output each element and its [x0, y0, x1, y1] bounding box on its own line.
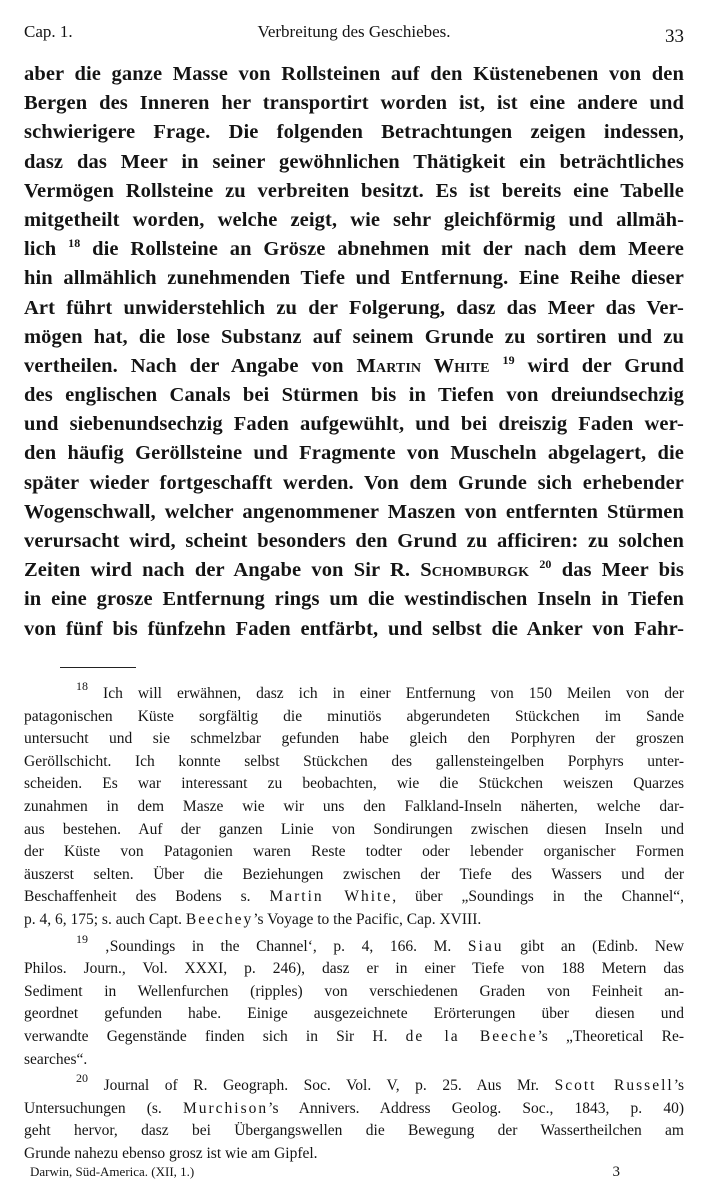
text-line: Art führt unwiderstehlich zu der Folgerung, dasz das Meer das Ver- — [24, 296, 684, 319]
footnote-line — [24, 1098, 684, 1121]
author-name: de la Beeche — [405, 1027, 538, 1045]
footnote-text: Journal of R. Geograph. Soc. Vol. V, p. 25. Aus Mr. — [103, 1077, 539, 1095]
footnote-text: p. 4, 6, 175; s. auch Capt. — [24, 910, 182, 928]
footnote-text: ’s Annivers. Address Geolog. Soc., 1843, p. 40) — [268, 1099, 685, 1117]
footnote-ref-19[interactable]: 19 — [502, 352, 515, 367]
footnote-text: ’s Voyage to the Pacific, Cap. XVIII. — [253, 910, 482, 928]
text-fragment: das Meer bis — [561, 559, 684, 582]
footnote-ref-20[interactable]: 20 — [539, 557, 552, 572]
text-fragment: wird der Grund — [527, 354, 684, 377]
footnote-line — [24, 886, 684, 909]
text-fragment: Zeiten wird nach der Angabe von Sir R. — [24, 559, 411, 582]
footnote-line: Geröllschicht. Ich konnte selbst Stückchen des gallensteingelben Porphyrs unter- — [24, 752, 684, 770]
footnote-text: Untersuchungen (s. — [24, 1099, 162, 1117]
footnote-text: , über „Soundings in the Channel“, — [392, 888, 685, 906]
footnote-line: zunahmen in dem Masze wie wir uns den Falkland-Inseln näherten, welche dar- — [24, 797, 684, 815]
footnote-line — [24, 909, 684, 932]
footnote-20 — [24, 1071, 685, 1165]
footnote-text: gibt an (Edinb. New — [520, 937, 685, 955]
footnote-line: Sediment in Wellenfurchen (ripples) von verschiedenen Graden von Feinheit an- — [24, 982, 684, 1000]
text-line: und siebenundsechzig Faden aufgewühlt, und bei dreiszig Faden wer- — [24, 413, 684, 436]
author-name: Martin White — [269, 888, 393, 906]
text-line — [24, 352, 684, 381]
footnote-line: patagonischen Küste sorgfältig die minutiös abgerundeten Stückchen im Sande — [24, 707, 684, 725]
footnote-line: äuszerst selten. Über die Beziehungen zwischen der Tiefe des Wassers und der — [24, 865, 684, 883]
text-line: verursacht wird, scheint besonders den Grund zu afficiren: zu solchen — [24, 530, 684, 552]
text-fragment: lich — [24, 238, 57, 261]
text-line: hin allmählich zunehmenden Tiefe und Entfernung. Eine Reihe dieser — [24, 267, 684, 290]
footnote-line — [24, 1026, 684, 1049]
text-line: in eine grosze Entfernung rings um die westindischen Inseln in Tiefen — [24, 588, 684, 611]
text-line: aber die ganze Masse von Rollsteinen auf den Küstenebenen von den — [24, 63, 684, 85]
chapter-label: Cap. 1. — [24, 22, 73, 41]
footnote-mark: 18 — [76, 679, 88, 693]
text-line: des englischen Canals bei Stürmen bis in Tiefen von dreiundsechzig — [24, 384, 684, 407]
footnote-ref-18[interactable]: 18 — [68, 236, 81, 251]
footnote-text: verwandte Gegenstände finden sich in Sir H. — [24, 1027, 388, 1045]
author-name: Martin White — [356, 354, 490, 377]
footnote-line: scheiden. Es war interessant zu beobachten, wie die Stückchen weiszen Quarzes — [24, 775, 684, 793]
footnote-line — [24, 931, 685, 959]
footnote-18 — [24, 679, 685, 932]
text-line: Vermögen Rollsteine zu verbreiten besitzt. Es ist bereits eine Tabelle — [24, 179, 684, 202]
footnote-line: geordnet gefunden habe. Einige ausgezeichnete Erörterungen über diesen und — [24, 1005, 684, 1023]
author-name: Murchison — [182, 1099, 269, 1117]
footnote-text: Beschaffenheit des Bodens s. — [24, 888, 251, 906]
sheet-number: 3 — [612, 1164, 620, 1180]
footnote-text: ‚Soundings in the Channel‘, p. 4, 166. M. — [104, 937, 452, 955]
footnote-text: ’s — [673, 1077, 685, 1095]
footnote-line: searches“. — [24, 1050, 88, 1068]
running-head — [24, 22, 684, 46]
footnote-text: Ich will erwähnen, dasz ich in einer Entfernung von 150 Meilen von der — [103, 685, 684, 702]
author-name: Siau — [467, 937, 504, 955]
footnotes — [24, 679, 685, 1169]
footnote-19 — [24, 931, 685, 1072]
footnote-separator — [60, 667, 136, 668]
author-name: Scott Russell — [554, 1077, 674, 1095]
signature-mark: Darwin, Süd-America. (XII, 1.) — [30, 1164, 195, 1179]
footnote-line: geht hervor, dasz bei Übergangswellen die Bewegung der Wassertheilchen am — [24, 1122, 684, 1140]
text-line: von fünf bis fünfzehn Faden entfärbt, und selbst die Anker von Fahr- — [24, 617, 684, 640]
footnote-line: Philos. Journ., Vol. XXXI, p. 246), dasz er in einer Tiefe von 188 Metern das — [24, 960, 684, 978]
text-line: den häufig Geröllsteine und Fragmente von Muscheln abgelagert, die — [24, 442, 684, 465]
footnote-mark: 19 — [76, 931, 88, 946]
text-line: Wogenschwall, welcher angenommener Maszen von entfernten Stürmen — [24, 500, 684, 523]
footnote-line — [24, 1071, 685, 1098]
text-line: mögen hat, die lose Substanz auf seinem Grunde zu sortiren und zu — [24, 325, 684, 348]
text-line: dasz das Meer in seiner gewöhnlichen Thätigkeit ein beträchtliches — [24, 150, 684, 173]
text-line: schwierigere Frage. Die folgenden Betrachtungen zeigen indessen, — [24, 121, 684, 144]
footnote-line: aus bestehen. Auf der ganzen Linie von Sondirungen zwischen diesen Inseln und — [24, 820, 684, 838]
running-title: Verbreitung des Geschiebes. — [257, 22, 451, 41]
footnote-text: ’s „Theoretical Re- — [537, 1027, 684, 1045]
text-fragment: die Rollsteine an Grösze abnehmen mit der nach dem Meere — [92, 238, 684, 261]
text-line: mitgetheilt worden, welche zeigt, wie sehr gleichförmig und allmäh- — [24, 208, 684, 231]
footnote-mark: 20 — [76, 1071, 88, 1086]
text-line: später wieder fortgeschafft werden. Von dem Grunde sich erhebender — [24, 471, 684, 494]
text-line: Bergen des Inneren her transportirt worden ist, ist eine andere und — [24, 92, 684, 115]
text-line — [24, 235, 684, 264]
page-footer — [30, 1164, 620, 1184]
text-fragment: vertheilen. Nach der Angabe von — [24, 354, 344, 377]
footnote-line — [24, 679, 684, 706]
footnote-line: untersucht und sie schmelzbar gefunden habe gleich den Porphyren der groszen — [24, 730, 684, 748]
main-text — [24, 60, 684, 644]
author-name: Schomburgk — [420, 559, 530, 582]
footnote-line: Grunde nahezu ebenso grosz ist wie am Gipfel. — [24, 1144, 318, 1162]
page-number: 33 — [665, 26, 684, 47]
author-name: Beechey — [185, 910, 254, 928]
footnote-line: der Küste von Patagonien waren Reste todter oder lebender organischer Formen — [24, 843, 684, 861]
text-line — [24, 556, 684, 585]
